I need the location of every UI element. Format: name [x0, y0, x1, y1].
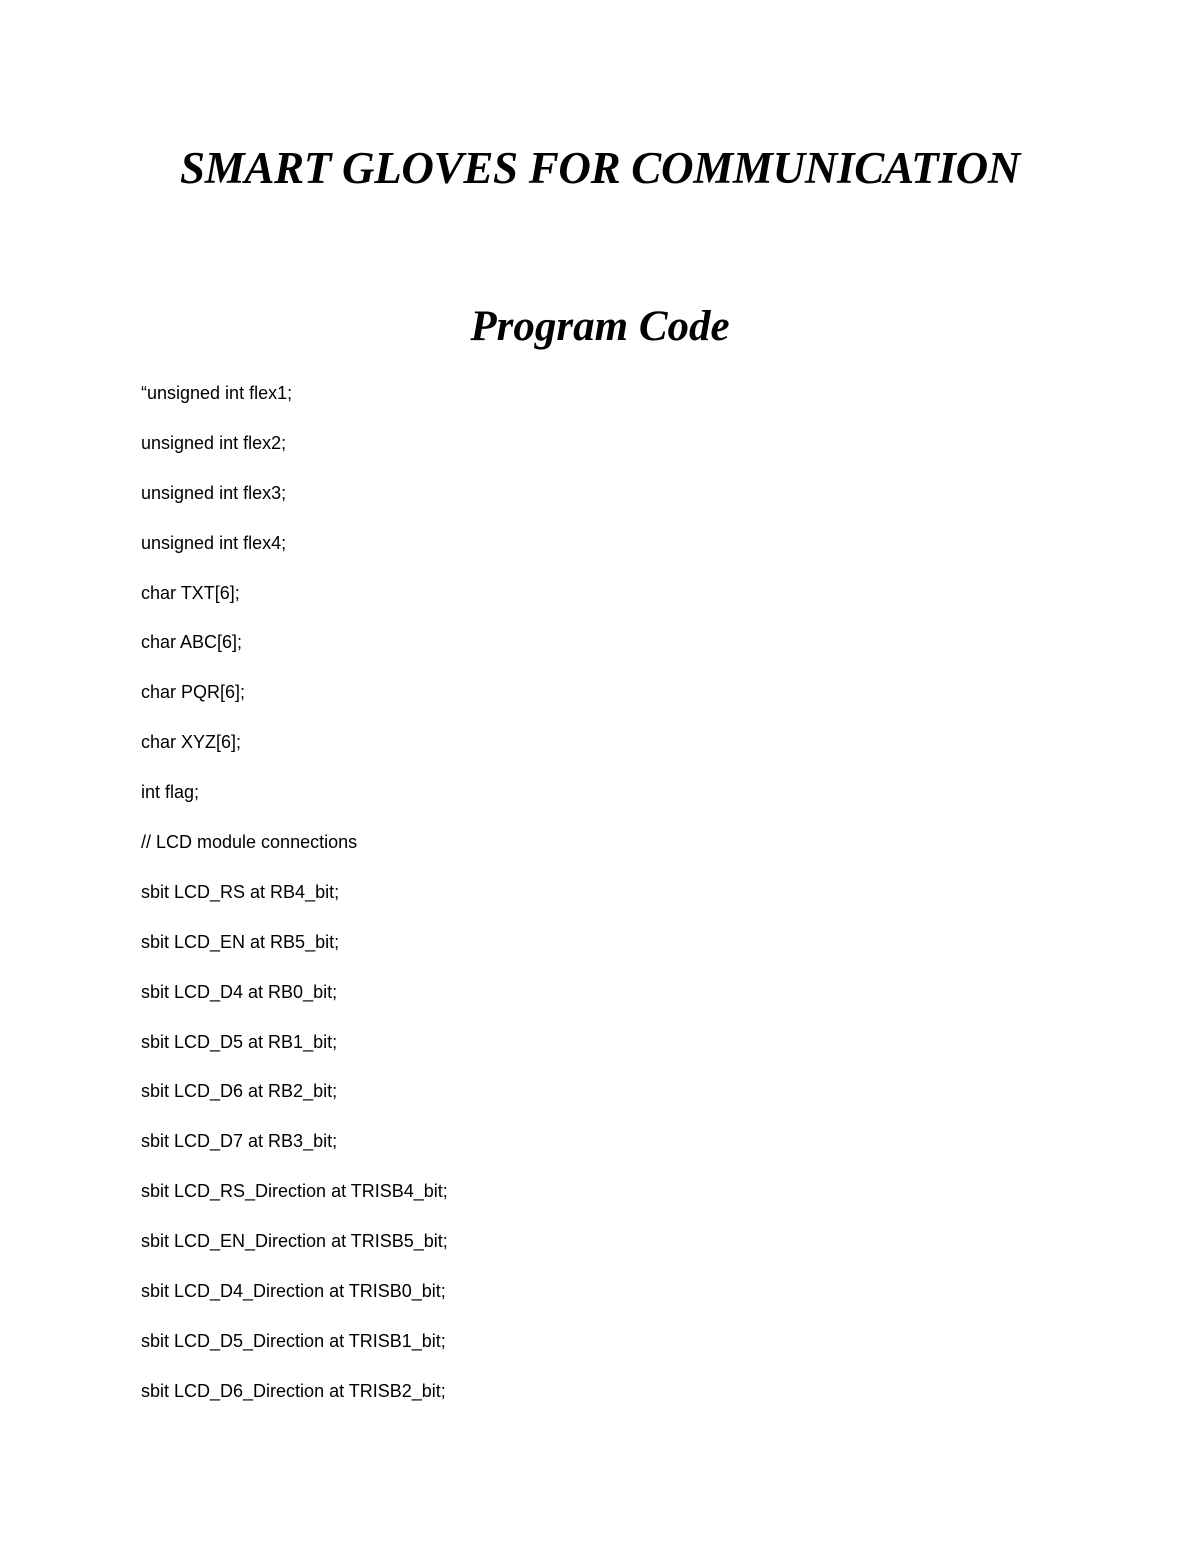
code-line: int flag;: [141, 782, 200, 803]
code-line: sbit LCD_D6 at RB2_bit;: [141, 1081, 338, 1102]
document-title: SMART GLOVES FOR COMMUNICATION: [180, 143, 1020, 193]
code-line: sbit LCD_EN_Direction at TRISB5_bit;: [141, 1231, 448, 1252]
code-line: char ABC[6];: [141, 632, 243, 653]
code-line: sbit LCD_RS at RB4_bit;: [141, 881, 340, 902]
code-line: unsigned int flex2;: [141, 432, 287, 453]
code-line: “unsigned int flex1;: [141, 383, 293, 403]
section-title: Program Code: [470, 303, 730, 350]
code-line: char XYZ[6];: [141, 732, 242, 753]
code-line: sbit LCD_D6_Direction at TRISB2_bit;: [141, 1380, 446, 1401]
code-line: unsigned int flex3;: [141, 482, 287, 503]
code-line: sbit LCD_D4_Direction at TRISB0_bit;: [141, 1281, 446, 1302]
code-line: // LCD module connections: [141, 832, 358, 853]
code-line: sbit LCD_EN at RB5_bit;: [141, 931, 340, 952]
code-line: sbit LCD_D5 at RB1_bit;: [141, 1031, 338, 1052]
code-line: sbit LCD_RS_Direction at TRISB4_bit;: [141, 1181, 448, 1202]
code-line: char PQR[6];: [141, 682, 246, 703]
code-line: sbit LCD_D5_Direction at TRISB1_bit;: [141, 1330, 446, 1351]
code-line: unsigned int flex4;: [141, 532, 287, 553]
code-line: sbit LCD_D4 at RB0_bit;: [141, 981, 338, 1002]
code-line: char TXT[6];: [141, 582, 240, 603]
code-line: sbit LCD_D7 at RB3_bit;: [141, 1131, 338, 1152]
code-listing: [141, 379, 448, 1427]
